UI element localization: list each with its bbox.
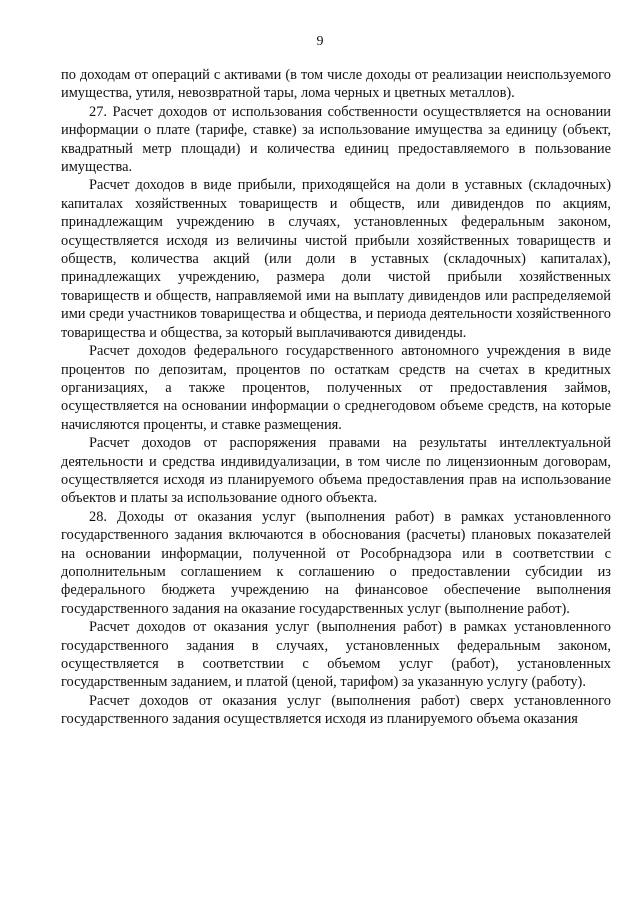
document-body bbox=[61, 66, 611, 729]
paragraph-services-federal-law: Расчет доходов от оказания услуг (выполнения работ) в рамках установленного государственного задания в случаях, установленных федеральным законом, осуществляется в соответствии с объемом услуг (работ), установленных государственным заданием, и платой (ценой, тарифом) за указанную услугу (работу). bbox=[61, 619, 611, 691]
paragraph-services-above-assignment: Расчет доходов от оказания услуг (выполнения работ) сверх установленного государственного задания осуществляется исходя из планируемого объема оказания bbox=[61, 692, 611, 728]
paragraph-intellectual-property: Расчет доходов от распоряжения правами на результаты интеллектуальной деятельности и средства индивидуализации, в том числе по лицензионным договорам, осуществляется исходя из планируемого объема предоставления прав на использование объектов и платы за использование одного объекта. bbox=[61, 435, 611, 507]
paragraph-dividends: Расчет доходов в виде прибыли, приходящейся на доли в уставных (складочных) капиталах хозяйственных товариществ и обществ, или дивидендов по акциям, принадлежащим учреждению в случаях, установленных федеральным законом, осуществляется исходя из величины чистой прибыли хозяйственных товариществ и обществ, количества акций (или доли в уставных (складочных) капиталах), принадлежащих учреждению, размера доли чистой прибыли хозяйственных товариществ и обществ, направляемой ими на выплату дивидендов или распределяемой ими среди участников товарищества и общества, и периода деятельности хозяйственного товарищества и общества, за который выплачиваются дивиденды. bbox=[61, 177, 611, 341]
paragraph-deposit-interest: Расчет доходов федерального государственного автономного учреждения в виде процентов по депозитам, процентов по остаткам средств на счетах в кредитных организациях, а также процентов, полученных от предоставления займов, осуществляется на основании информации о среднегодовом объеме средств, на которые начисляются проценты, и ставке размещения. bbox=[61, 343, 611, 433]
paragraph-27-property-income: 27. Расчет доходов от использования собственности осуществляется на основании информации о плате (тарифе, ставке) за использование имущества за единицу (объект, квадратный метр площади) и количества единиц предоставляемого в пользование имущества. bbox=[61, 103, 611, 176]
paragraph-28-services-income: 28. Доходы от оказания услуг (выполнения работ) в рамках установленного государственного задания включаются в обоснования (расчеты) плановых показателей на основании информации, полученной от Рособрнадзора или в соответствии с дополнительным соглашением к соглашению о предоставлении субсидии из федерального бюджета учреждению на финансовое обеспечение выполнения государственного задания на оказание государственных услуг (выполнение работ). bbox=[61, 508, 611, 617]
paragraph-assets-income-continuation: по доходам от операций с активами (в том числе доходы от реализации неиспользуемого имущества, утиля, невозвратной тары, лома черных и цветных металлов). bbox=[61, 67, 611, 102]
page-number: 9 bbox=[316, 34, 324, 49]
